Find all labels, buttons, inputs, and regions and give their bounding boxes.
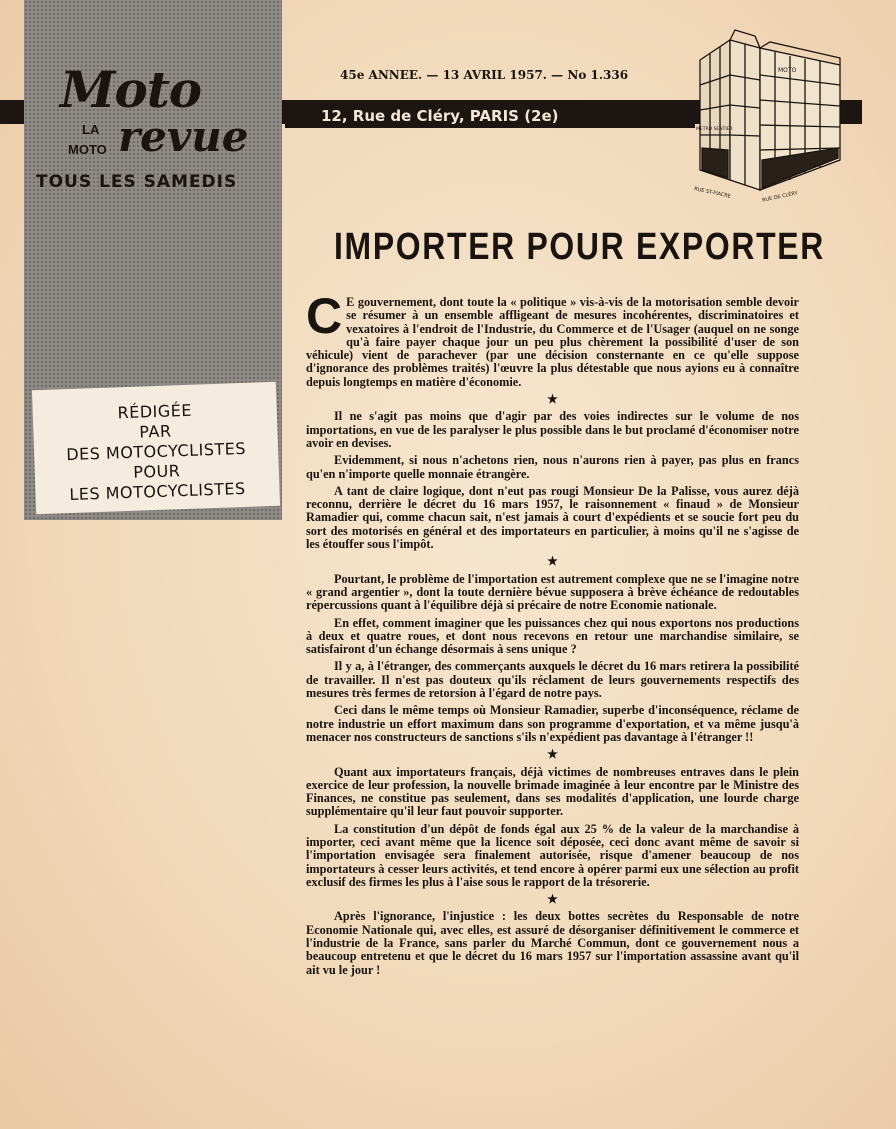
moto-revue-logo: [30, 60, 278, 190]
article-paragraph: La constitution d'un dépôt de fonds égal aux 25 % de la valeur de la marchandise à importer, ceci avant même que la licence soit déposée, ceci donc avant même de savoir si l'importation envisagée sera finalement autorisée, risque d'amener beaucoup de nos importateurs à cesser leurs activités, et tend encore à opérer parmi eux une sélection au profit exclusif des firmes les plus à l'aise sous le rapport de la trésorerie.: [306, 821, 799, 889]
building-illustration: [690, 30, 850, 204]
slogan-line: RÉDIGÉE: [117, 400, 193, 423]
article-paragraph: Il y a, à l'étranger, des commerçants auxquels le décret du 16 mars retirera la possibilité de travailler. Il n'est pas douteux qu'ils réclament de leurs gouvernements respectifs des mesures très fermes de retorsion à l'égard de notre pays.: [306, 659, 799, 701]
star-separator: ★: [547, 554, 558, 569]
weekly-tagline: TOUS LES SAMEDIS: [36, 172, 238, 192]
street-sign-fiacre: RUE ST-FIACRE: [693, 186, 732, 200]
article-title: IMPORTER POUR EXPORTER: [334, 226, 825, 268]
article-paragraph: [306, 288, 799, 389]
slogan-line: PAR: [139, 421, 172, 442]
article-paragraph: Il ne s'agit pas moins que d'agir par des voies indirectes sur le volume de nos importations, en vue de les paralyser le plus possible dans le but proclamé d'économiser notre avoir en devises.: [306, 409, 799, 450]
slogan-line: DES MOTOCYCLISTES: [65, 438, 247, 465]
logo-la-text: LA: [82, 122, 100, 137]
issue-info: 45e ANNEE. — 13 AVRIL 1957. — No 1.336: [340, 68, 629, 82]
article-paragraph: Ceci dans le même temps où Monsieur Ramadier, superbe d'inconséquence, réclame de notre industrie un effort maximum dans son programme d'exportation, et va même jusqu'à menacer nos constructeurs de sanctions s'ils n'expédient pas davantage à l'étranger !!: [306, 703, 799, 744]
slogan-line: POUR: [132, 461, 181, 482]
star-separator: ★: [547, 892, 558, 907]
article-paragraph: Pourtant, le problème de l'importation est autrement complexe que ne se l'imagine notre « grand argentier », dont la toute dernière bévue supposera à brève échéance de redoutables répercussions quant à l'équilibre déjà si précaire de notre Economie nationale.: [306, 571, 799, 613]
paragraph-text: E gouvernement, dont toute la « politique » vis-à-vis de la motorisation semble devoir se résumer à un ensemble affligeant de mesures incohérentes, discriminatoires et vexatoires à l'endroit de l'Industrie, du Commerce et de l'Usager (auquel on ne songe qu'à faire payer chaque jour un peu plus chèrement la possibilité d'user de son véhicule) vient de parachever (par une décision consternante en ce qu'elle suppose d'ignorance des problèmes traités) l'œuvre la plus détestable que nous ayions eu à connaître depuis longtemps en matière d'économie.: [306, 295, 799, 389]
address-bar: 12, Rue de Cléry, PARIS (2e): [285, 104, 695, 128]
slogan-line: LES MOTOCYCLISTES: [69, 478, 246, 505]
slogan-card: [32, 382, 280, 514]
logo-moto-text: Moto: [60, 60, 202, 119]
logo-revue-text: revue: [118, 112, 249, 161]
article-paragraph: En effet, comment imaginer que les puissances chez qui nous exportons nos productions à deux et quatre roues, et dont nous recevons en retour une marchandise similaire, se satisfairont d'un échange désormais à sens unique ?: [306, 615, 799, 657]
star-separator: ★: [547, 392, 558, 407]
street-sign-clery: RUE DE CLÉRY: [761, 190, 799, 204]
logo-moto-small-text: MOTO: [68, 142, 107, 157]
building-sign-metro: METRO SENTIER: [696, 127, 733, 132]
star-separator: ★: [547, 747, 558, 762]
dropcap: C: [306, 288, 343, 344]
article-paragraph: Evidemment, si nous n'achetons rien, nous n'aurons rien à payer, pas plus en francs qu'en n'importe quelle monnaie étrangère.: [306, 453, 799, 481]
article-paragraph: A tant de claire logique, dont n'eut pas rougi Monsieur De la Palisse, vous aurez déjà reconnu, derrière le décret du 16 mars 1957, le raisonnement « finaud » de Monsieur Ramadier qui, comme chacun sait, n'est jamais à court d'expédients et se soucie fort peu du sort des motorisés en général et des importateurs en particulier, à moins qu'il ne s'agisse de les étouffer sous l'impôt.: [306, 483, 799, 552]
building-sign-moto: MOTO: [778, 67, 797, 74]
article-body: [306, 288, 799, 981]
article-paragraph: Quant aux importateurs français, déjà victimes de nombreuses entraves dans le plein exercice de leur profession, la nouvelle brimade imaginée à leur encontre par le Ministre des Finances, ne constitue pas seulement, dans ses modalités d'application, une lourde charge supplémentaire qu'il leur faut pouvoir supporter.: [306, 764, 799, 819]
article-paragraph: Après l'ignorance, l'injustice : les deux bottes secrètes du Responsable de notre Economie Nationale qui, avec elles, est assuré de désorganiser définitivement le commerce et l'industrie de la France, sans parler du Marché Commun, dont ce gouvernement nous a beaucoup entretenu et que le décret du 16 mars 1957 sur l'importation assassine avant qu'il ait vu le jour !: [306, 909, 799, 977]
